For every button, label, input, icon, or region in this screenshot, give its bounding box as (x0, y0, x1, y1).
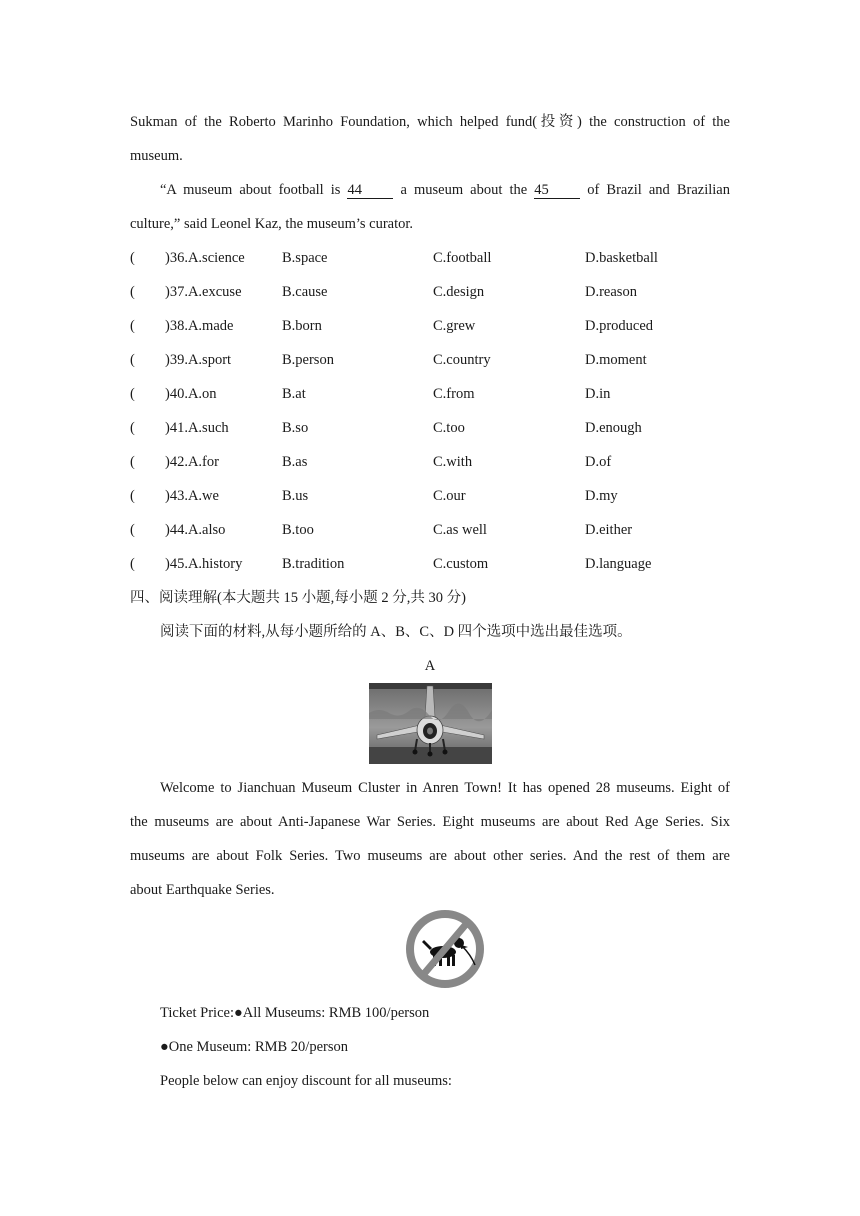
no-dogs-sign (405, 909, 485, 989)
passage-line: museum. (130, 148, 183, 164)
option-d: D.either (585, 522, 633, 538)
answer-paren[interactable]: ( (130, 454, 135, 470)
answer-paren[interactable]: ( (130, 352, 135, 368)
no-dogs-icon (405, 909, 485, 989)
discount-note: People below can enjoy discount for all museums: (160, 1073, 452, 1089)
ticket-price-one: ●One Museum: RMB 20/person (160, 1039, 348, 1055)
passage-label: A (424, 658, 436, 674)
option-b: B.cause (282, 284, 328, 300)
passage-text: of Brazil and Brazilian (587, 182, 730, 198)
passage-line: about Earthquake Series. (130, 882, 275, 898)
option-c: C.our (433, 488, 466, 504)
option-b: B.person (282, 352, 334, 368)
airplane-photo (369, 683, 492, 764)
passage-line: the museums are about Anti-Japanese War Series. Eight museums are about Red Age Series. Six (130, 814, 730, 830)
blank-45: 45 (534, 183, 580, 199)
passage-line: museums are about Folk Series. Two museums are about other series. And the rest of them are (130, 848, 730, 864)
airplane-icon (369, 683, 492, 764)
option-c: C.from (433, 386, 475, 402)
option-d: D.in (585, 386, 611, 402)
option-b: B.tradition (282, 556, 345, 572)
passage-line-with-blanks (160, 181, 730, 199)
option-a: )36.A.science (165, 250, 245, 266)
answer-paren[interactable]: ( (130, 386, 135, 402)
option-d: D.basketball (585, 250, 658, 266)
option-b: B.born (282, 318, 322, 334)
answer-paren[interactable]: ( (130, 250, 135, 266)
option-b: B.so (282, 420, 309, 436)
option-c: C.design (433, 284, 485, 300)
option-b: B.us (282, 488, 309, 504)
option-b: B.at (282, 386, 306, 402)
option-d: D.moment (585, 352, 647, 368)
ticket-price-all: Ticket Price:●All Museums: RMB 100/person (160, 1005, 430, 1021)
answer-paren[interactable]: ( (130, 522, 135, 538)
option-d: D.enough (585, 420, 642, 436)
option-a: )42.A.for (165, 454, 219, 470)
option-d: D.language (585, 556, 652, 572)
option-c: C.grew (433, 318, 476, 334)
option-c: C.as well (433, 522, 487, 538)
option-a: )43.A.we (165, 488, 219, 504)
option-c: C.country (433, 352, 491, 368)
option-b: B.as (282, 454, 308, 470)
option-c: C.custom (433, 556, 489, 572)
option-a: )38.A.made (165, 318, 234, 334)
answer-paren[interactable]: ( (130, 284, 135, 300)
option-d: D.my (585, 488, 618, 504)
option-d: D.of (585, 454, 612, 470)
passage-text: a museum about the (400, 182, 528, 198)
blank-44: 44 (347, 183, 393, 199)
option-c: C.too (433, 420, 465, 436)
option-c: C.football (433, 250, 492, 266)
option-a: )45.A.history (165, 556, 243, 572)
option-b: B.space (282, 250, 328, 266)
section-heading: 四、阅读理解(本大题共 15 小题,每小题 2 分,共 30 分) (130, 590, 466, 606)
answer-paren[interactable]: ( (130, 420, 135, 436)
option-a: )40.A.on (165, 386, 217, 402)
answer-paren[interactable]: ( (130, 318, 135, 334)
option-a: )41.A.such (165, 420, 229, 436)
option-a: )44.A.also (165, 522, 226, 538)
passage-text: “A museum about football is (160, 182, 341, 198)
passage-line: culture,” said Leonel Kaz, the museum’s curator. (130, 216, 414, 232)
section-instruction: 阅读下面的材料,从每小题所给的 A、B、C、D 四个选项中选出最佳选项。 (160, 624, 632, 640)
answer-paren[interactable]: ( (130, 488, 135, 504)
option-a: )37.A.excuse (165, 284, 242, 300)
passage-line: Welcome to Jianchuan Museum Cluster in Anren Town! It has opened 28 museums. Eight of (160, 780, 730, 796)
option-d: D.reason (585, 284, 637, 300)
option-c: C.with (433, 454, 473, 470)
passage-line: Sukman of the Roberto Marinho Foundation, which helped fund(投资) the construction of the (130, 114, 730, 130)
option-a: )39.A.sport (165, 352, 232, 368)
option-d: D.produced (585, 318, 654, 334)
option-b: B.too (282, 522, 314, 538)
answer-paren[interactable]: ( (130, 556, 135, 572)
